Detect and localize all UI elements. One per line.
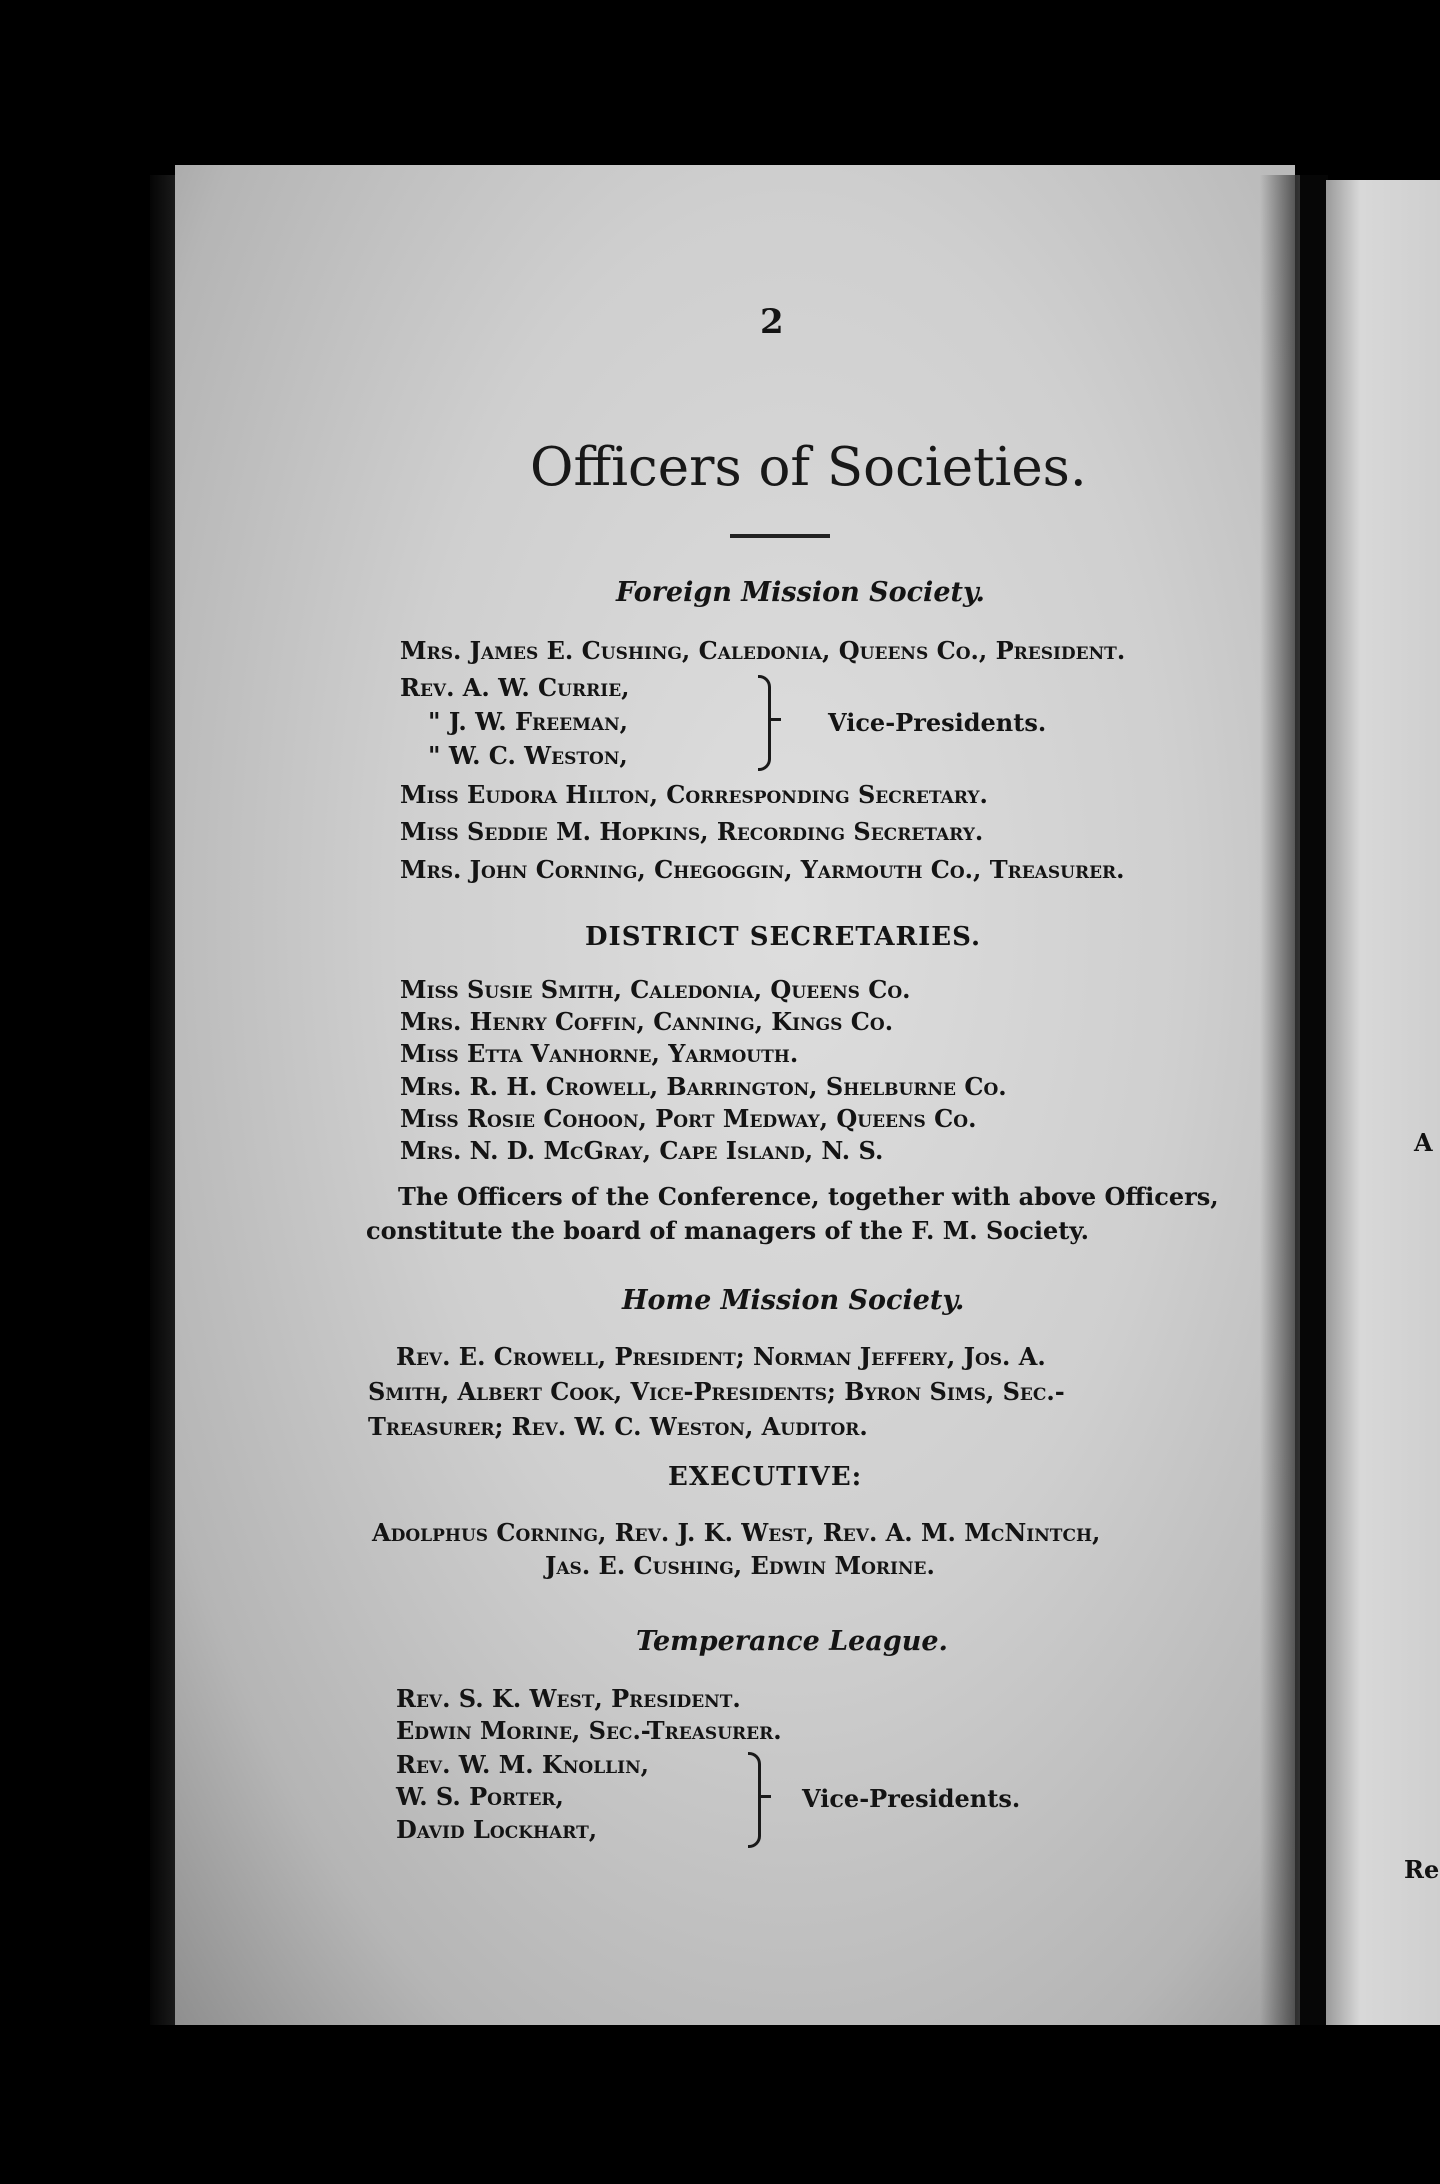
book-spine [1300, 175, 1328, 2025]
page-edge-shadow [1260, 175, 1305, 2025]
vice-president-name: " J. W. Freeman, [428, 707, 628, 736]
officer-line: Rev. S. K. West, President. [396, 1684, 741, 1713]
adjacent-page-letter: A [1414, 1128, 1433, 1157]
page-title: Officers of Societies. [530, 437, 1087, 498]
list-item: Miss Susie Smith, Caledonia, Queens Co. [400, 975, 911, 1004]
officer-line: Mrs. James E. Cushing, Caledonia, Queens Co., President. [400, 636, 1126, 665]
page-number: 2 [760, 302, 784, 342]
adjacent-page-letter: Re [1404, 1855, 1440, 1884]
list-item: Mrs. N. D. McGray, Cape Island, N. S. [400, 1136, 884, 1165]
officer-line: Miss Seddie M. Hopkins, Recording Secretary. [400, 817, 984, 846]
grouping-brace [758, 675, 771, 771]
grouping-brace-point [761, 1795, 771, 1798]
grouping-brace [748, 1752, 761, 1848]
vice-presidents-label: Vice-Presidents. [802, 1784, 1021, 1813]
section-heading-home-mission: Home Mission Society. [622, 1285, 965, 1316]
vice-presidents-label: Vice-Presidents. [828, 708, 1047, 737]
list-item: Miss Etta Vanhorne, Yarmouth. [400, 1039, 799, 1068]
section-heading-executive: EXECUTIVE: [668, 1462, 863, 1492]
paragraph-line: Treasurer; Rev. W. C. Weston, Auditor. [368, 1412, 868, 1441]
section-heading-foreign-mission: Foreign Mission Society. [616, 577, 985, 608]
section-heading-temperance-league: Temperance League. [636, 1626, 948, 1657]
officer-line: Mrs. John Corning, Chegoggin, Yarmouth Co., Treasurer. [400, 855, 1125, 884]
adjacent-page [1326, 180, 1440, 2025]
paragraph-line: Smith, Albert Cook, Vice-Presidents; Byron Sims, Sec.- [368, 1377, 1065, 1406]
paragraph-line: constitute the board of managers of the F. M. Society. [366, 1216, 1089, 1245]
list-item: Mrs. Henry Coffin, Canning, Kings Co. [400, 1007, 894, 1036]
vice-president-name: David Lockhart, [396, 1815, 598, 1844]
section-heading-district-secretaries: DISTRICT SECRETARIES. [585, 922, 981, 952]
paragraph-line: The Officers of the Conference, together with above Officers, [398, 1182, 1219, 1211]
vice-president-name: " W. C. Weston, [428, 741, 628, 770]
officer-line: Edwin Morine, Sec.-Treasurer. [396, 1716, 782, 1745]
title-divider [730, 534, 830, 538]
list-item: Miss Rosie Cohoon, Port Medway, Queens Co. [400, 1104, 977, 1133]
officer-line: Miss Eudora Hilton, Corresponding Secretary. [400, 780, 988, 809]
paragraph-line: Adolphus Corning, Rev. J. K. West, Rev. A. M. McNintch, [372, 1518, 1101, 1547]
paragraph-line: Rev. E. Crowell, President; Norman Jeffery, Jos. A. [396, 1342, 1046, 1371]
paragraph-line: Jas. E. Cushing, Edwin Morine. [545, 1551, 935, 1580]
vice-president-name: Rev. W. M. Knollin, [396, 1750, 649, 1779]
vice-president-name: Rev. A. W. Currie, [400, 673, 630, 702]
vice-president-name: W. S. Porter, [396, 1782, 564, 1811]
list-item: Mrs. R. H. Crowell, Barrington, Shelburne Co. [400, 1072, 1007, 1101]
grouping-brace-point [771, 718, 781, 721]
